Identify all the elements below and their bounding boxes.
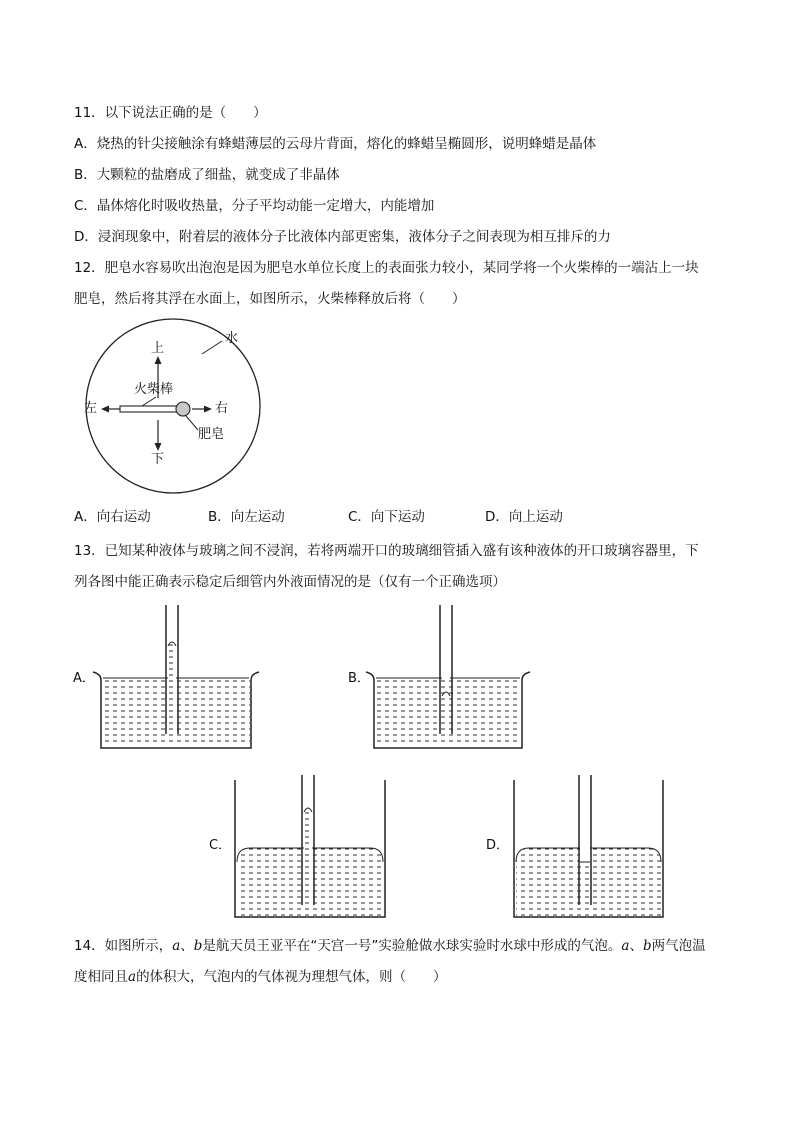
q13-label-d: D．	[486, 838, 510, 853]
q12-option-b: B．向左运动	[208, 509, 285, 525]
liquid-outside-right	[312, 848, 383, 916]
liquid-outside	[516, 848, 580, 916]
liquid-in-tube	[442, 692, 450, 746]
label-right: 右	[215, 401, 229, 416]
q12-stem-line1: 12．肥皂水容易吹出泡泡是因为肥皂水单位长度上的表面张力较小，某同学将一个火柴棒的一端沾上一块	[74, 260, 699, 276]
figure-a	[93, 605, 259, 748]
q11-stem: 11．以下说法正确的是（ ）	[74, 105, 267, 121]
figure-c	[235, 775, 385, 917]
q14-text: 是航天员王亚平在“天宫一号”实验舱做水球实验时水球中形成的气泡。	[202, 938, 622, 954]
var-a: a	[621, 938, 630, 954]
label-match: 火柴棒	[134, 382, 174, 397]
var-a: a	[128, 969, 137, 985]
q14-text: 、	[180, 938, 194, 954]
q11-option-c: C．晶体熔化时吸收热量，分子平均动能一定增大，内能增加	[74, 198, 435, 214]
q12-option-d: D．向上运动	[485, 509, 563, 525]
q12-option-a: A．向右运动	[74, 509, 151, 525]
q12-option-c: C．向下运动	[348, 509, 425, 525]
match-stick	[120, 406, 178, 412]
down-arrow-head	[155, 443, 162, 451]
soap-ball	[176, 402, 190, 416]
q14-text: 两气泡温	[651, 938, 706, 954]
var-b: b	[193, 938, 203, 954]
q13-label-c: C．	[209, 838, 232, 853]
figure-b	[366, 605, 530, 748]
q14-text: 的体积大，气泡内的气体视为理想气体，则（ ）	[136, 969, 447, 985]
up-arrow-head	[155, 356, 162, 364]
right-arrow-head	[204, 406, 212, 413]
label-soap: 肥皂	[198, 427, 225, 442]
soap-leader-line	[186, 416, 198, 430]
liquid-in-tube	[168, 642, 176, 746]
label-up: 上	[151, 341, 165, 356]
q13-stem-line1: 13．已知某种液体与玻璃之间不浸润，若将两端开口的玻璃细管插入盛有该种液体的开口玻璃容器里，下	[74, 543, 699, 559]
water-leader-line	[202, 341, 222, 354]
liquid-in-tube	[304, 808, 312, 916]
label-water: 水	[225, 331, 239, 346]
q13-label-b: B．	[348, 671, 370, 686]
liquid-outside-right	[590, 848, 661, 916]
q14-text: 度相同且	[74, 969, 128, 985]
var-a: a	[172, 938, 181, 954]
q14-text: 、	[629, 938, 643, 954]
q11-option-d: D．浸润现象中，附着层的液体分子比液体内部更密集，液体分子之间表现为相互排斥的力	[74, 229, 611, 245]
liquid-outside	[237, 848, 304, 916]
q14-stem-line1	[74, 937, 706, 955]
figure-d	[514, 775, 663, 917]
q12-stem-line2: 肥皂，然后将其浮在水面上，如图所示，火柴棒释放后将（ ）	[74, 291, 466, 307]
q14-text: 14．如图所示，	[74, 938, 173, 954]
liquid-in-tube	[580, 862, 590, 916]
left-arrow-head	[101, 406, 109, 413]
q11-option-a: A．烧热的针尖接触涂有蜂蜡薄层的云母片背面，熔化的蜂蜡呈椭圆形，说明蜂蜡是晶体	[74, 136, 597, 152]
q13-stem-line2: 列各图中能正确表示稳定后细管内外液面情况的是（仅有一个正确选项）	[74, 574, 506, 590]
q13-label-a: A．	[73, 671, 95, 686]
q14-stem-line2	[74, 968, 447, 986]
match-leader-line	[142, 397, 156, 406]
q12-figure	[72, 320, 272, 502]
q13-figures	[0, 600, 794, 930]
var-b: b	[642, 938, 652, 954]
label-down: 下	[151, 452, 165, 467]
label-left: 左	[84, 401, 98, 416]
q11-option-b: B．大颗粒的盐磨成了细盐，就变成了非晶体	[74, 167, 340, 183]
